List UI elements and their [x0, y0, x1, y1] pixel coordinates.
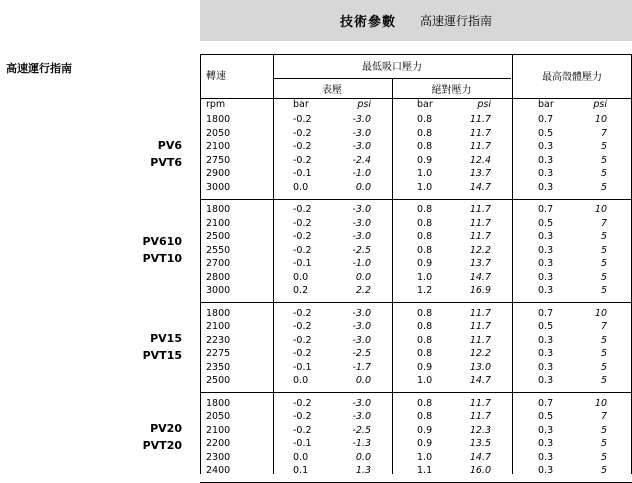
- cell-max-bar: 0.7: [538, 114, 554, 125]
- cell-gauge-bar: -0.2: [293, 231, 312, 242]
- unit-rpm: rpm: [206, 99, 226, 110]
- cell-gauge-psi: 2.2: [355, 285, 371, 296]
- cell-max-bar: 0.3: [538, 361, 554, 373]
- cell-max-psi: 10: [594, 397, 607, 409]
- cell-gauge-bar: 0.2: [293, 285, 309, 296]
- cell-absolute-bar: 1.0: [417, 181, 433, 193]
- cell-gauge-bar: 0.0: [293, 375, 309, 386]
- cell-max-bar: 0.3: [538, 181, 554, 193]
- cell-absolute-bar: 0.8: [417, 321, 433, 332]
- cell-max-psi: 5: [600, 168, 607, 179]
- table-row: [200, 257, 632, 271]
- cell-speed: 2550: [206, 244, 231, 256]
- cell-absolute-psi: 11.7: [469, 114, 491, 125]
- cell-max-bar: 0.3: [538, 348, 554, 359]
- table-row: [200, 113, 632, 127]
- cell-absolute-psi: 12.3: [469, 424, 491, 436]
- table-row: [200, 307, 632, 321]
- cell-absolute-bar: 1.2: [417, 285, 433, 296]
- cell-max-psi: 7: [600, 411, 607, 422]
- cell-gauge-bar: -0.2: [293, 321, 312, 332]
- cell-absolute-bar: 1.0: [417, 375, 433, 386]
- cell-max-bar: 0.7: [538, 204, 554, 215]
- cell-gauge-psi: -1.7: [352, 361, 371, 373]
- cell-gauge-psi: -2.5: [352, 244, 371, 256]
- table-row: [200, 347, 632, 361]
- table-row: [200, 244, 632, 258]
- model-name: PV610: [142, 235, 182, 249]
- header-subtitle: 高速運行指南: [420, 14, 493, 28]
- cell-max-psi: 5: [600, 258, 607, 269]
- cell-speed: 2750: [206, 154, 231, 166]
- cell-absolute-bar: 0.8: [417, 231, 433, 242]
- cell-max-bar: 0.5: [538, 127, 554, 139]
- cell-speed: 3000: [206, 285, 231, 296]
- cell-gauge-psi: 0.0: [355, 451, 371, 463]
- table-row: [200, 437, 632, 451]
- cell-speed: 1800: [206, 204, 231, 215]
- header-speed: 轉速: [206, 71, 226, 82]
- cell-max-bar: 0.5: [538, 411, 554, 422]
- cell-absolute-psi: 14.7: [469, 271, 491, 283]
- cell-max-bar: 0.3: [538, 154, 554, 166]
- table-bottom-rule: [200, 482, 632, 483]
- cell-absolute-psi: 11.7: [469, 397, 491, 409]
- column-divider: [200, 54, 201, 474]
- cell-max-psi: 5: [600, 375, 607, 386]
- group-separator: [200, 302, 632, 303]
- cell-gauge-psi: -3.0: [352, 231, 371, 242]
- cell-speed: 2350: [206, 361, 231, 373]
- cell-max-bar: 0.3: [538, 334, 554, 346]
- table-row: [200, 374, 632, 388]
- cell-absolute-psi: 14.7: [469, 451, 491, 463]
- cell-absolute-psi: 12.2: [469, 244, 491, 256]
- cell-gauge-psi: 0.0: [355, 271, 371, 283]
- model-label-group: [0, 330, 182, 364]
- cell-speed: 2500: [206, 375, 231, 386]
- cell-absolute-bar: 0.9: [417, 258, 433, 269]
- cell-gauge-bar: 0.0: [293, 271, 309, 283]
- cell-max-bar: 0.3: [538, 465, 554, 476]
- cell-gauge-psi: -3.0: [352, 114, 371, 125]
- cell-absolute-psi: 11.7: [469, 321, 491, 332]
- table-row: [200, 424, 632, 438]
- table-row: [200, 140, 632, 154]
- cell-gauge-bar: -0.2: [293, 348, 312, 359]
- cell-speed: 1800: [206, 397, 231, 409]
- cell-gauge-bar: 0.0: [293, 451, 309, 463]
- cell-max-bar: 0.3: [538, 424, 554, 436]
- cell-gauge-psi: -3.0: [352, 321, 371, 332]
- side-title: 高速運行指南: [6, 62, 72, 75]
- cell-absolute-bar: 1.1: [417, 465, 433, 476]
- cell-absolute-psi: 11.7: [469, 217, 491, 229]
- cell-absolute-psi: 11.7: [469, 334, 491, 346]
- cell-gauge-psi: 0.0: [355, 375, 371, 386]
- model-name: PV6: [157, 138, 182, 152]
- cell-gauge-bar: -0.2: [293, 204, 312, 215]
- cell-max-bar: 0.3: [538, 375, 554, 386]
- cell-gauge-bar: -0.2: [293, 411, 312, 422]
- cell-max-psi: 5: [600, 231, 607, 242]
- cell-absolute-bar: 0.8: [417, 397, 433, 409]
- cell-max-bar: 0.5: [538, 217, 554, 229]
- cell-gauge-bar: -0.2: [293, 217, 312, 229]
- cell-absolute-bar: 1.0: [417, 451, 433, 463]
- cell-gauge-bar: -0.1: [293, 258, 312, 269]
- cell-max-bar: 0.3: [538, 231, 554, 242]
- cell-absolute-bar: 0.8: [417, 348, 433, 359]
- cell-absolute-psi: 13.7: [469, 258, 491, 269]
- cell-max-bar: 0.7: [538, 397, 554, 409]
- cell-speed: 2275: [206, 348, 231, 359]
- cell-absolute-bar: 0.8: [417, 244, 433, 256]
- cell-speed: 2300: [206, 451, 231, 463]
- cell-absolute-bar: 0.8: [417, 204, 433, 215]
- cell-gauge-bar: -0.2: [293, 334, 312, 346]
- cell-gauge-bar: -0.1: [293, 168, 312, 179]
- cell-max-bar: 0.3: [538, 285, 554, 296]
- cell-max-psi: 5: [600, 154, 607, 166]
- cell-max-psi: 10: [594, 114, 607, 125]
- table-row: [200, 271, 632, 285]
- cell-max-psi: 5: [600, 424, 607, 436]
- units-row: [200, 98, 632, 112]
- model-label-group: [0, 233, 182, 267]
- cell-absolute-bar: 0.9: [417, 154, 433, 166]
- cell-max-psi: 5: [600, 348, 607, 359]
- header-max-discharge: 最高殼體壓力: [542, 72, 602, 83]
- unit-bar-absolute: bar: [417, 99, 433, 110]
- cell-gauge-psi: 0.0: [355, 181, 371, 193]
- cell-absolute-bar: 1.0: [417, 168, 433, 179]
- cell-gauge-psi: -3.0: [352, 127, 371, 139]
- cell-max-psi: 5: [600, 285, 607, 296]
- cell-gauge-bar: 0.0: [293, 181, 309, 193]
- table-row: [200, 154, 632, 168]
- cell-absolute-psi: 13.5: [469, 438, 491, 449]
- cell-speed: 2100: [206, 321, 231, 332]
- model-label-group: [0, 420, 182, 454]
- cell-speed: 2700: [206, 258, 231, 269]
- cell-speed: 1800: [206, 114, 231, 125]
- cell-speed: 2400: [206, 465, 231, 476]
- table-row: [200, 230, 632, 244]
- cell-max-psi: 5: [600, 438, 607, 449]
- cell-gauge-psi: -3.0: [352, 411, 371, 422]
- cell-gauge-bar: -0.2: [293, 244, 312, 256]
- cell-absolute-psi: 13.7: [469, 168, 491, 179]
- cell-absolute-psi: 11.7: [469, 127, 491, 139]
- cell-absolute-bar: 0.8: [417, 114, 433, 125]
- cell-absolute-psi: 11.7: [469, 141, 491, 152]
- cell-max-bar: 0.3: [538, 258, 554, 269]
- unit-psi-absolute: psi: [477, 99, 491, 110]
- cell-max-bar: 0.7: [538, 307, 554, 319]
- model-name: PVT20: [142, 439, 182, 452]
- header-absolute: 絕對壓力: [431, 85, 472, 96]
- cell-absolute-psi: 12.2: [469, 348, 491, 359]
- cell-absolute-psi: 16.9: [469, 285, 491, 296]
- model-name: PV15: [150, 332, 182, 345]
- cell-absolute-psi: 14.7: [469, 375, 491, 386]
- cell-speed: 1800: [206, 307, 231, 319]
- cell-absolute-psi: 13.0: [469, 361, 491, 373]
- cell-gauge-bar: -0.2: [293, 424, 312, 436]
- table-row: [200, 397, 632, 411]
- cell-absolute-bar: 0.8: [417, 307, 433, 319]
- cell-max-psi: 5: [600, 465, 607, 476]
- cell-gauge-bar: -0.2: [293, 307, 312, 319]
- group-separator: [200, 392, 632, 393]
- unit-psi-max: psi: [593, 99, 607, 110]
- cell-speed: 2050: [206, 411, 231, 422]
- header-gauge: 表壓: [322, 85, 342, 96]
- table-row: [200, 127, 632, 141]
- cell-gauge-psi: -1.0: [352, 168, 371, 179]
- unit-psi-gauge: psi: [357, 99, 371, 110]
- model-label-group: [0, 137, 182, 171]
- group-separator: [200, 199, 632, 200]
- cell-absolute-psi: 11.7: [469, 231, 491, 242]
- cell-absolute-bar: 0.8: [417, 127, 433, 139]
- cell-max-psi: 5: [600, 181, 607, 193]
- model-name: PVT6: [150, 155, 182, 169]
- cell-max-bar: 0.5: [538, 321, 554, 332]
- cell-gauge-psi: -2.5: [352, 424, 371, 436]
- cell-absolute-psi: 11.7: [469, 411, 491, 422]
- table-row: [200, 217, 632, 231]
- table-row: [200, 167, 632, 181]
- cell-speed: 2100: [206, 217, 231, 229]
- cell-gauge-bar: -0.2: [293, 141, 312, 152]
- cell-absolute-bar: 0.8: [417, 141, 433, 152]
- cell-absolute-bar: 0.8: [417, 411, 433, 422]
- cell-gauge-psi: -3.0: [352, 217, 371, 229]
- table-row: [200, 334, 632, 348]
- cell-speed: 2100: [206, 424, 231, 436]
- table-row: [200, 203, 632, 217]
- cell-max-psi: 10: [594, 307, 607, 319]
- cell-gauge-psi: -3.0: [352, 307, 371, 319]
- cell-gauge-psi: -3.0: [352, 204, 371, 215]
- column-divider: [273, 54, 274, 474]
- cell-max-bar: 0.3: [538, 244, 554, 256]
- model-name: PV20: [150, 422, 182, 435]
- cell-gauge-psi: 1.3: [355, 465, 371, 476]
- cell-max-psi: 7: [600, 217, 607, 229]
- cell-absolute-psi: 12.4: [469, 154, 491, 166]
- cell-speed: 2100: [206, 141, 231, 152]
- cell-absolute-bar: 0.9: [417, 361, 433, 373]
- table-row: [200, 320, 632, 334]
- cell-absolute-psi: 14.7: [469, 181, 491, 193]
- cell-absolute-psi: 11.7: [469, 307, 491, 319]
- table-row: [200, 284, 632, 298]
- cell-gauge-psi: -1.3: [352, 438, 371, 449]
- cell-gauge-psi: -2.5: [352, 348, 371, 359]
- cell-max-psi: 7: [600, 321, 607, 332]
- cell-absolute-bar: 0.9: [417, 438, 433, 449]
- cell-gauge-psi: -3.0: [352, 141, 371, 152]
- cell-gauge-bar: 0.1: [293, 465, 309, 476]
- cell-max-psi: 5: [600, 361, 607, 373]
- column-divider: [392, 78, 393, 474]
- cell-gauge-bar: -0.2: [293, 114, 312, 125]
- unit-bar-max: bar: [538, 99, 554, 110]
- model-name: PVT10: [142, 252, 182, 266]
- cell-speed: 2050: [206, 127, 231, 139]
- cell-max-psi: 5: [600, 271, 607, 283]
- cell-gauge-bar: -0.2: [293, 397, 312, 409]
- cell-absolute-psi: 11.7: [469, 204, 491, 215]
- cell-gauge-bar: -0.2: [293, 127, 312, 139]
- cell-speed: 2800: [206, 271, 231, 283]
- header-bar: [200, 0, 632, 41]
- cell-max-psi: 5: [600, 334, 607, 346]
- cell-speed: 2900: [206, 168, 231, 179]
- cell-gauge-psi: -3.0: [352, 334, 371, 346]
- table-row: [200, 181, 632, 195]
- cell-gauge-bar: -0.1: [293, 361, 312, 373]
- cell-max-bar: 0.3: [538, 451, 554, 463]
- cell-absolute-bar: 0.9: [417, 424, 433, 436]
- cell-gauge-psi: -3.0: [352, 397, 371, 409]
- cell-max-psi: 7: [600, 127, 607, 139]
- cell-absolute-bar: 1.0: [417, 271, 433, 283]
- header-title: 技術參數: [339, 15, 396, 30]
- cell-max-bar: 0.3: [538, 271, 554, 283]
- model-name: PVT15: [142, 349, 182, 362]
- cell-max-bar: 0.3: [538, 168, 554, 179]
- table-row: [200, 464, 632, 478]
- table-row: [200, 361, 632, 375]
- cell-gauge-psi: -1.0: [352, 258, 371, 269]
- cell-max-psi: 5: [600, 141, 607, 152]
- cell-speed: 2200: [206, 438, 231, 449]
- cell-max-psi: 5: [600, 244, 607, 256]
- unit-bar-gauge: bar: [293, 99, 309, 110]
- column-divider: [512, 54, 513, 474]
- header-min-suction: 最低吸口壓力: [362, 62, 422, 73]
- cell-gauge-psi: -2.4: [352, 154, 371, 166]
- cell-gauge-bar: -0.2: [293, 154, 312, 166]
- cell-absolute-bar: 0.8: [417, 334, 433, 346]
- cell-absolute-bar: 0.8: [417, 217, 433, 229]
- cell-speed: 3000: [206, 181, 231, 193]
- cell-gauge-bar: -0.1: [293, 438, 312, 449]
- cell-speed: 2230: [206, 334, 231, 346]
- cell-absolute-psi: 16.0: [469, 465, 491, 476]
- table-top-rule: [200, 54, 632, 55]
- cell-max-bar: 0.3: [538, 141, 554, 152]
- cell-speed: 2500: [206, 231, 231, 242]
- table-row: [200, 410, 632, 424]
- table-row: [200, 451, 632, 465]
- cell-max-bar: 0.3: [538, 438, 554, 449]
- cell-max-psi: 5: [600, 451, 607, 463]
- cell-max-psi: 10: [594, 204, 607, 215]
